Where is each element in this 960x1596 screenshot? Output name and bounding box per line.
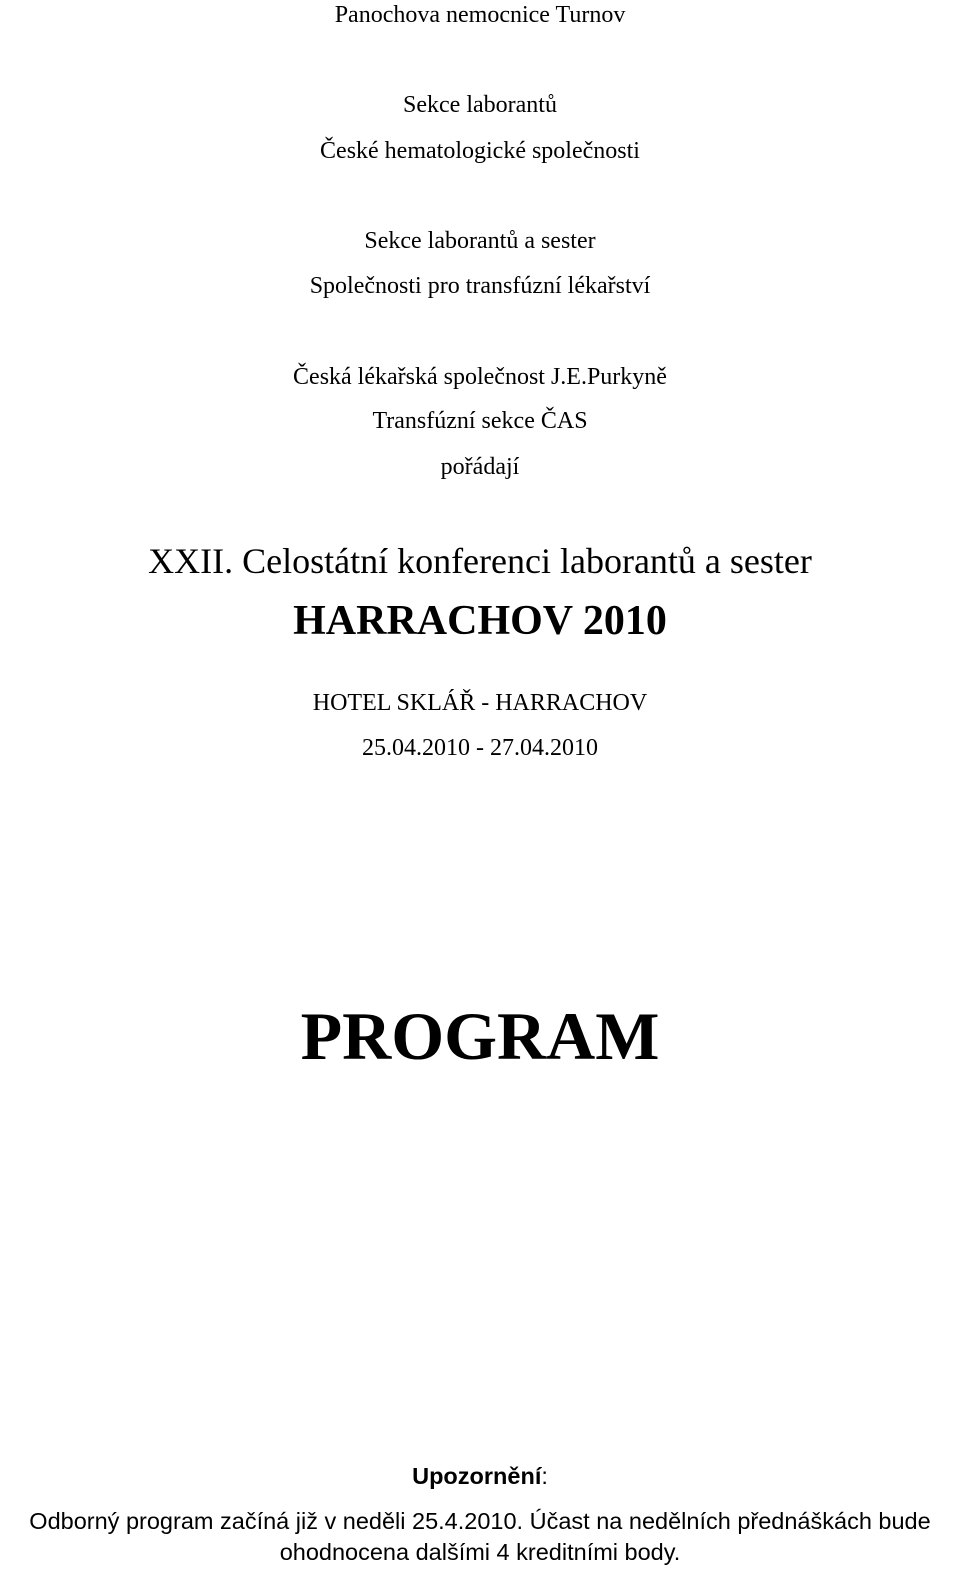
conference-title: XXII. Celostátní konferenci laborantů a sester — [148, 541, 812, 581]
organizer-3-line-2: Transfúzní sekce ČAS — [372, 408, 588, 434]
organizer-3-line-1: Česká lékařská společnost J.E.Purkyně — [293, 364, 667, 390]
notice-label: Upozornění — [412, 1463, 542, 1489]
organizer-2-line-2: Společnosti pro transfúzní lékařství — [309, 273, 651, 299]
organizer-2-line-1: Sekce laborantů a sester — [364, 228, 596, 254]
hospital-name: Panochova nemocnice Turnov — [334, 2, 626, 28]
event-dates: 25.04.2010 - 27.04.2010 — [362, 735, 598, 761]
organizer-1-line-1: Sekce laborantů — [403, 92, 557, 118]
organizer-1-line-2: České hematologické společnosti — [320, 138, 640, 164]
program-heading: PROGRAM — [300, 998, 660, 1074]
organize-verb: pořádají — [440, 454, 520, 480]
event-venue: HOTEL SKLÁŘ - HARRACHOV — [312, 690, 648, 716]
notice-heading — [0, 1461, 960, 1491]
event-name: HARRACHOV 2010 — [293, 598, 667, 644]
notice-line-1: Odborný program začíná již v neděli 25.4.2010. Účast na nedělních přednáškách bude — [29, 1508, 931, 1534]
notice-colon: : — [541, 1463, 548, 1489]
notice-line-2: ohodnocena dalšími 4 kreditními body. — [279, 1539, 681, 1565]
